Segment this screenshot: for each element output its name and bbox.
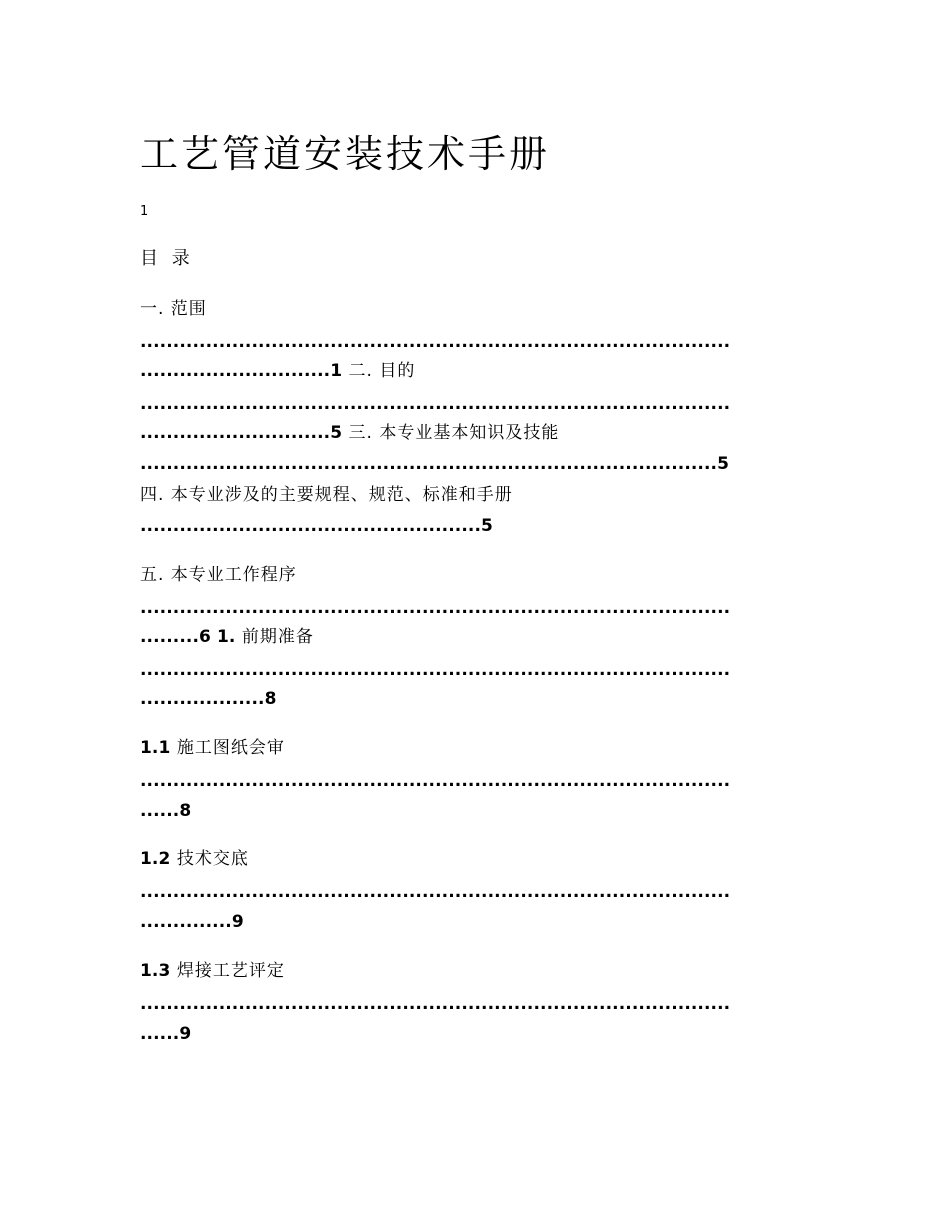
toc-leader-dots: .................................................... xyxy=(140,516,482,536)
toc-entry-standards xyxy=(140,483,513,507)
toc-leader-dots: .......................................................................................... xyxy=(140,882,731,902)
document-title: 工艺管道安装技术手册 xyxy=(140,132,551,176)
toc-leader-dots: .............. xyxy=(140,912,232,932)
toc-page-number: 1 xyxy=(330,361,343,381)
toc-leader-dots: .......................................................................................... xyxy=(140,598,731,618)
toc-entry-technical-briefing-page xyxy=(140,910,244,934)
toc-leader-dots: .......................................................................................... xyxy=(140,994,731,1014)
toc-entry-title: 二. 目的 xyxy=(342,361,416,381)
toc-leader-dots: ......... xyxy=(140,627,200,647)
toc-entry-title: 五. 本专业工作程序 xyxy=(140,565,297,585)
toc-entry-number: 1.3 xyxy=(140,961,171,981)
toc-entry-welding-evaluation xyxy=(140,959,285,983)
toc-leader-dots: ................... xyxy=(140,689,265,709)
toc-entry-knowledge xyxy=(140,421,559,445)
toc-page-number: 9 xyxy=(231,912,244,932)
toc-entry-scope xyxy=(140,297,207,321)
toc-page-number: 5 xyxy=(481,516,493,536)
toc-entry-welding-evaluation-page xyxy=(140,1022,191,1046)
toc-entry-drawing-review-page xyxy=(140,799,191,823)
toc-page-number: 6 xyxy=(199,627,211,647)
toc-leader-dots: .......................................................................................... xyxy=(140,660,731,680)
toc-entry-technical-briefing xyxy=(140,847,249,871)
toc-entry-drawing-review xyxy=(140,736,285,760)
toc-leader-dots: ...... xyxy=(140,1024,180,1044)
toc-entry-title: 前期准备 xyxy=(235,627,314,647)
toc-entry-standards-page xyxy=(140,514,493,538)
toc-entry-title: 四. 本专业涉及的主要规程、规范、标准和手册 xyxy=(140,485,513,505)
toc-page-number: 9 xyxy=(179,1024,192,1044)
toc-page-number: 8 xyxy=(179,801,192,821)
toc-entry-number: 1.1 xyxy=(140,738,171,758)
toc-entry-number: 1. xyxy=(210,627,236,647)
toc-page-number: 5 xyxy=(717,454,730,474)
toc-entry-title: 施工图纸会审 xyxy=(170,738,285,758)
toc-entry-preparation-page xyxy=(140,687,277,711)
toc-heading: 目 录 xyxy=(140,248,190,269)
toc-entry-knowledge-page xyxy=(140,452,729,476)
toc-leader-dots: .......................................................................................... xyxy=(140,394,731,414)
toc-entry-title: 焊接工艺评定 xyxy=(170,961,285,981)
toc-page-number: 5 xyxy=(330,423,343,443)
toc-entry-title: 一. 范围 xyxy=(140,299,207,319)
toc-leader-dots: .......................................................................................... xyxy=(140,771,731,791)
toc-entry-title: 技术交底 xyxy=(170,849,249,869)
toc-leader-dots: ........................................................................................ xyxy=(140,454,718,474)
toc-entry-procedure xyxy=(140,563,297,587)
toc-entry-number: 1.2 xyxy=(140,849,171,869)
toc-leader-dots: .......................................................................................... xyxy=(140,332,731,352)
page-number: 1 xyxy=(140,204,149,219)
toc-entry-purpose xyxy=(140,359,415,383)
toc-leader-dots: ...... xyxy=(140,801,180,821)
toc-leader-dots: ............................. xyxy=(140,361,331,381)
toc-leader-dots: ............................. xyxy=(140,423,331,443)
toc-entry-title: 三. 本专业基本知识及技能 xyxy=(342,423,560,443)
toc-page-number: 8 xyxy=(264,689,277,709)
toc-entry-preparation xyxy=(140,625,314,649)
